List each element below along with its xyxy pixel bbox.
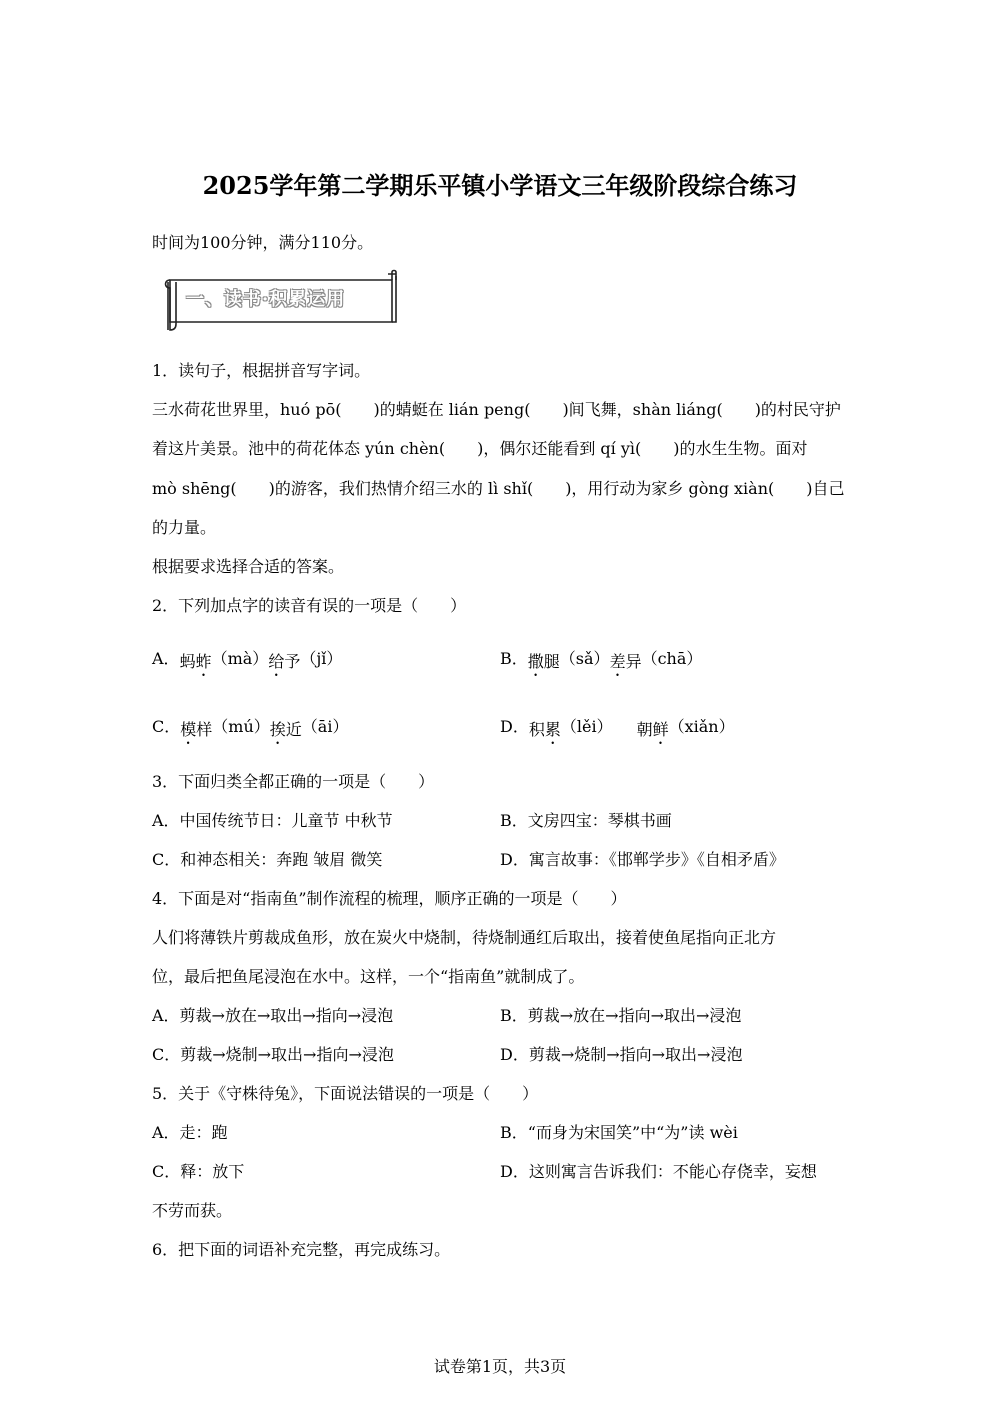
pinyin: （āi） [301,717,349,736]
q4-option-a[interactable]: A．剪裁→放在→取出→指向→浸泡 [152,1006,394,1025]
q4-passage: 位，最后把鱼尾浸泡在水中。这样，一个“指南鱼”就制成了。 [152,967,585,986]
option-label: B． [500,649,528,668]
option-label: A． [152,649,180,668]
q4-stem: 4．下面是对“指南鱼”制作流程的梳理，顺序正确的一项是（ ） [152,889,627,908]
q3-stem: 3．下面归类全都正确的一项是（ ） [152,772,435,791]
q1-line: 的力量。 [152,518,217,537]
dotted-char: 模 [180,720,197,739]
q1-line: 三水荷花世界里，huó pō( )的蜻蜓在 lián peng( )间飞舞，shàn liáng( )的村民守护 [152,400,841,419]
char: 样 [196,720,213,739]
q5-stem: 5．关于《守株待兔》，下面说法错误的一项是（ ） [152,1084,539,1103]
q4-option-c[interactable]: C．剪裁→烧制→取出→指向→浸泡 [152,1045,394,1064]
pinyin: （mú） [212,717,270,736]
q5-option-c[interactable]: C．释：放下 [152,1162,245,1181]
pinyin: （chā） [641,649,703,668]
pinyin: （mà） [211,649,269,668]
dotted-char: 挨 [269,720,286,739]
char: 蚂 [179,652,196,671]
pinyin: （lěi） [560,717,613,736]
char: 近 [285,720,302,739]
dotted-char: 给 [268,652,285,671]
section-heading: 一、读书·积累运用 [186,289,346,310]
q2-option-d[interactable] [500,716,735,745]
q5-option-d-continued: 不劳而获。 [152,1201,233,1220]
q2-option-c[interactable] [152,716,348,745]
option-label: D． [500,717,529,736]
q4-option-d[interactable]: D．剪裁→烧制→指向→取出→浸泡 [500,1045,743,1064]
q4-passage: 人们将薄铁片剪裁成鱼形，放在炭火中烧制，待烧制通红后取出，接着使鱼尾指向正北方 [152,928,777,947]
q5-option-d[interactable]: D．这则寓言告诉我们：不能心存侥幸，妄想 [500,1162,817,1181]
q1-line: mò shēng( )的游客，我们热情介绍三水的 lì shǐ( )，用行动为家乡 gòng xiàn( )自己 [152,479,845,498]
q3-option-a[interactable]: A．中国传统节日：儿童节 中秋节 [152,811,393,830]
q4-option-b[interactable]: B．剪裁→放在→指向→取出→浸泡 [500,1006,742,1025]
exam-subtitle: 时间为100分钟，满分110分。 [152,233,374,252]
pinyin: （xiǎn） [668,717,735,736]
char: 异 [625,652,642,671]
q2-option-a[interactable] [152,648,342,677]
dotted-char: 撒 [527,652,544,671]
char: 腿 [543,652,560,671]
q2-option-b[interactable] [500,648,702,677]
char: 积 [528,720,545,739]
pinyin: （sǎ） [559,649,610,668]
dotted-char: 鲜 [652,720,669,739]
dotted-char: 蚱 [195,652,212,671]
q5-option-a[interactable]: A．走：跑 [152,1123,228,1142]
char: 予 [284,652,301,671]
q6-stem: 6．把下面的词语补充完整，再完成练习。 [152,1240,451,1259]
q1-stem: 1．读句子，根据拼音写字词。 [152,361,371,380]
q1-line: 着这片美景。池中的荷花体态 yún chèn( )，偶尔还能看到 qí yì( )的水生生物。面对 [152,439,808,458]
char: 朝 [636,720,653,739]
q2-stem: 2．下列加点字的读音有误的一项是（ ） [152,596,467,615]
q3-option-c[interactable]: C．和神态相关：奔跑 皱眉 微笑 [152,850,383,869]
q3-option-b[interactable]: B．文房四宝：琴棋书画 [500,811,672,830]
pinyin: （jǐ） [300,649,343,668]
q5-option-b[interactable]: B．“而身为宋国笑”中“为”读 wèi [500,1123,738,1142]
q3-option-d[interactable]: D．寓言故事：《邯郸学步》《自相矛盾》 [500,850,785,869]
option-label: C． [152,717,181,736]
instruction-text: 根据要求选择合适的答案。 [152,557,345,576]
exam-title: 2025学年第二学期乐平镇小学语文三年级阶段综合练习 [202,171,798,200]
page-footer: 试卷第1页，共3页 [433,1357,567,1376]
dotted-char: 差 [609,652,626,671]
dotted-char: 累 [544,720,561,739]
